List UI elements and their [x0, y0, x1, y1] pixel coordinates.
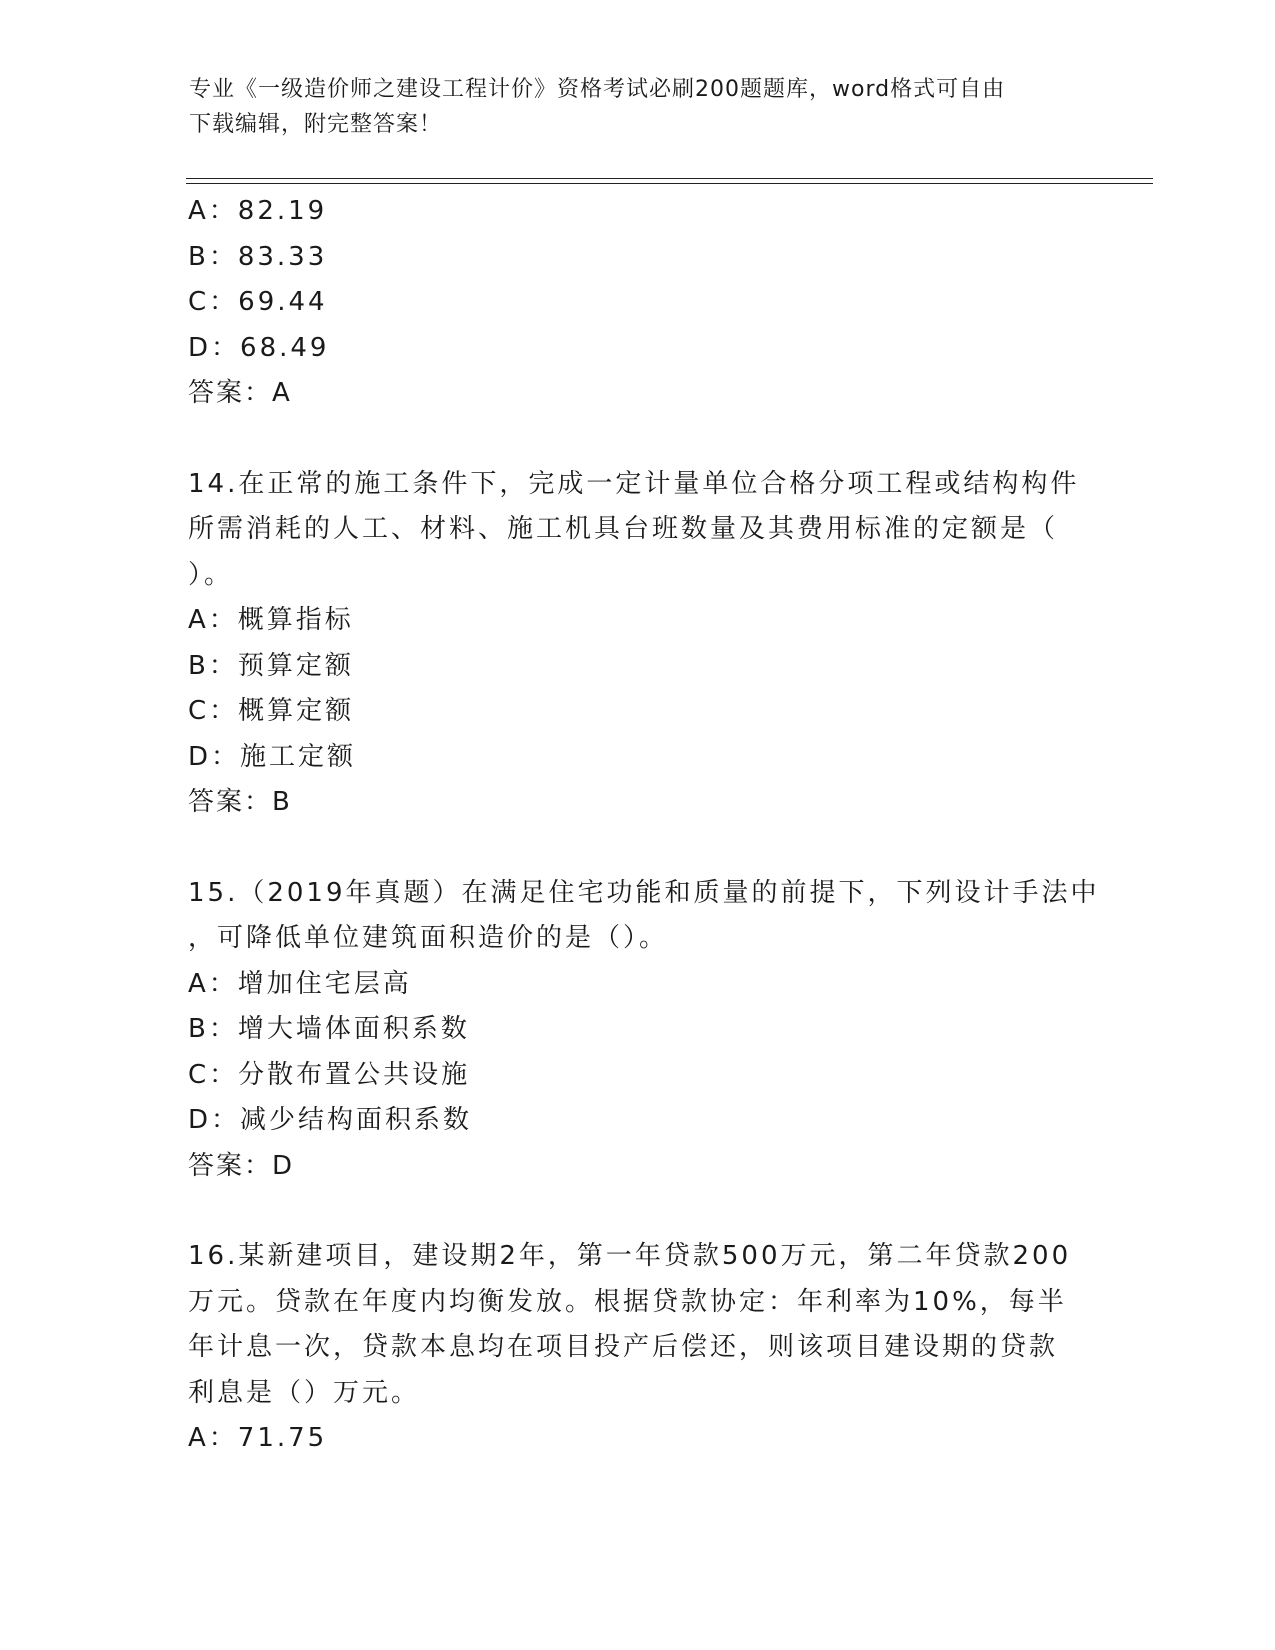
- option-c: C：概算定额: [188, 696, 355, 726]
- question-13: [188, 189, 1088, 417]
- question-15: [188, 871, 1100, 1190]
- answer: 答案：A: [188, 378, 292, 408]
- question-stem-line: 16.某新建项目，建设期2年，第一年贷款500万元，第二年贷款200: [188, 1241, 1072, 1271]
- question-16: [188, 1234, 1088, 1462]
- question-stem-line: 利息是（）万元。: [188, 1377, 421, 1408]
- question-stem-line: 15.（2019年真题）在满足住宅功能和质量的前提下，下列设计手法中: [188, 877, 1100, 908]
- question-stem-line: ，可降低单位建筑面积造价的是（）。: [188, 923, 669, 953]
- question-stem-line: ）。: [188, 559, 234, 590]
- question-stem-line: 万元。贷款在年度内均衡发放。根据贷款协定：年利率为10%，每半: [188, 1286, 1067, 1317]
- option-c: C：69.44: [188, 287, 328, 317]
- question-stem-line: 年计息一次，贷款本息均在项目投产后偿还，则该项目建设期的贷款: [188, 1332, 1059, 1362]
- option-a: A：概算指标: [188, 605, 354, 635]
- option-b: B：增大墙体面积系数: [188, 1014, 470, 1044]
- question-stem-line: 所需消耗的人工、材料、施工机具台班数量及其费用标准的定额是（: [188, 514, 1059, 544]
- option-d: D：施工定额: [188, 741, 357, 772]
- spacer: [188, 417, 1088, 462]
- document-header: [189, 72, 1089, 142]
- question-14: [188, 462, 1088, 826]
- header-line-1: 专业《一级造价师之建设工程计价》资格考试必刷200题题库，word格式可自由: [189, 77, 1006, 102]
- option-a: A：71.75: [188, 1423, 328, 1453]
- header-divider-top: [186, 178, 1153, 179]
- option-d: D：减少结构面积系数: [188, 1105, 473, 1135]
- option-c: C：分散布置公共设施: [188, 1059, 471, 1090]
- option-b: B：预算定额: [188, 650, 354, 681]
- answer: 答案：B: [188, 787, 292, 817]
- spacer: [188, 1189, 1088, 1234]
- question-list: [188, 189, 1100, 1462]
- header-divider-bottom: [186, 183, 1153, 184]
- option-d: D：68.49: [188, 332, 330, 363]
- answer: 答案：D: [188, 1150, 295, 1181]
- option-b: B：83.33: [188, 241, 328, 272]
- spacer: [188, 826, 1088, 871]
- question-stem-line: 14.在正常的施工条件下，完成一定计量单位合格分项工程或结构构件: [188, 468, 1080, 499]
- option-a: A：82.19: [188, 196, 328, 226]
- header-line-2: 下载编辑，附完整答案！: [189, 112, 443, 137]
- option-a: A：增加住宅层高: [188, 968, 412, 999]
